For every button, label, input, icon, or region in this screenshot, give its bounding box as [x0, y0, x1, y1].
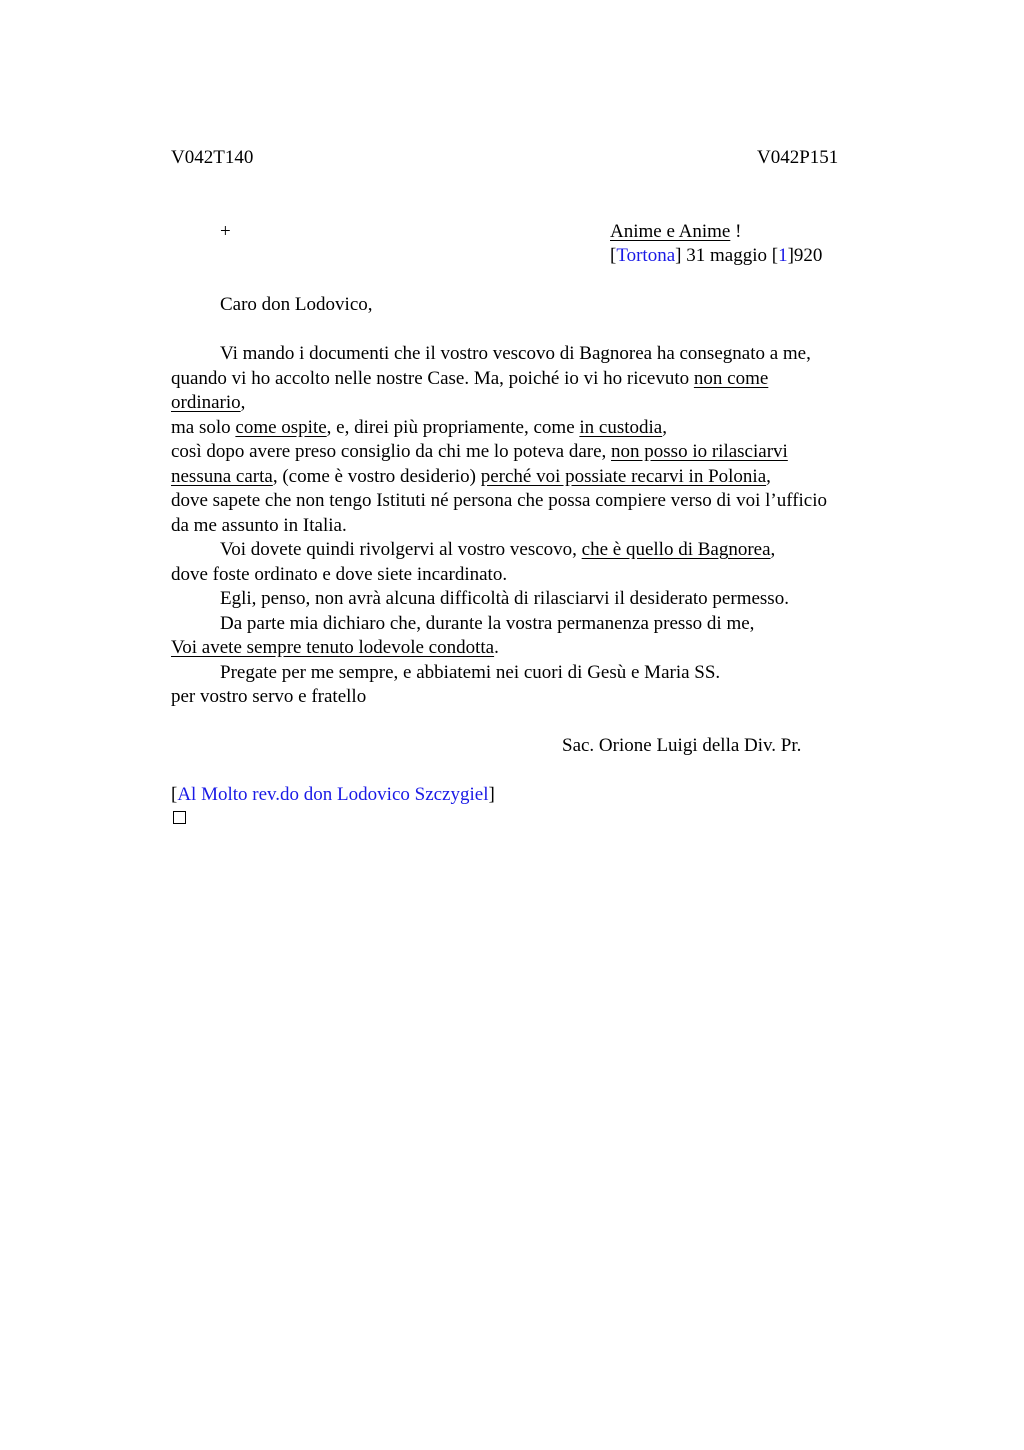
dateline [610, 244, 822, 269]
body-line [171, 367, 768, 392]
body-line: dove foste ordinato e dove siete incardinato. [171, 564, 508, 585]
text: , e, direi più propriamente, come [326, 417, 580, 438]
dateline-date: 31 maggio [681, 245, 772, 266]
text: quando vi ho accolto nelle nostre Case. Ma, poiché io vi ho ricevuto [171, 368, 694, 389]
text: così dopo avere preso consiglio da chi me lo poteva dare, [171, 441, 612, 462]
dateline-digit: 1 [778, 245, 788, 266]
motto [610, 220, 741, 245]
bracket: [ [771, 245, 779, 266]
text: ma solo [171, 417, 236, 438]
body-line [171, 465, 771, 490]
body-line: dove sapete che non tengo Istituti né persona che possa compiere verso di voi l’ufficio [171, 490, 828, 511]
body-line [171, 440, 788, 465]
underlined-text: che è quello di Bagnorea [581, 539, 771, 560]
text: , [766, 466, 771, 487]
text: , [662, 417, 667, 438]
address-line [171, 783, 495, 808]
body-line [220, 538, 775, 563]
body-line: Da parte mia dichiaro che, durante la vostra permanenza presso di me, [220, 613, 755, 634]
text: , (come è vostro desiderio) [272, 466, 481, 487]
bracket: [ [610, 245, 617, 266]
document-code-right: V042P151 [757, 147, 839, 168]
body-line: Vi mando i documenti che il vostro vescovo di Bagnorea ha consegnato a me, [220, 343, 811, 364]
text: , [240, 392, 246, 413]
underlined-text: non come [693, 368, 769, 389]
body-line [171, 416, 667, 441]
text: , [770, 539, 776, 560]
body-line: da me assunto in Italia. [171, 515, 347, 536]
checkbox-square-icon [173, 811, 186, 824]
underlined-text: in custodia [579, 417, 663, 438]
underlined-text: perché voi possiate recarvi in Polonia [480, 466, 767, 487]
dateline-place: Tortona [616, 245, 676, 266]
text: . [494, 637, 499, 658]
motto-text: Anime e Anime [610, 221, 731, 242]
underlined-text: non posso io rilasciarvi [611, 441, 788, 462]
body-line: Egli, penso, non avrà alcuna difficoltà di rilasciarvi il desiderato permesso. [220, 588, 789, 609]
bracket: [ [171, 784, 178, 805]
underlined-text: ordinario [171, 392, 241, 413]
underlined-text: come ospite [235, 417, 327, 438]
text: Voi dovete quindi rivolgervi al vostro vescovo, [220, 539, 582, 560]
body-line: Pregate per me sempre, e abbiatemi nei cuori di Gesù e Maria SS. [220, 662, 721, 683]
dateline-year: 920 [793, 245, 823, 266]
body-line [171, 391, 245, 416]
underlined-text: Voi avete sempre tenuto lodevole condotta [171, 637, 495, 658]
body-line [171, 636, 499, 661]
cross-symbol: + [220, 221, 231, 242]
salutation: Caro don Lodovico, [220, 294, 373, 315]
document-code-left: V042T140 [171, 147, 254, 168]
bracket: ] [488, 784, 495, 805]
motto-exclamation: ! [730, 221, 742, 242]
bracket: ] [787, 245, 794, 266]
address-text: Al Molto rev.do don Lodovico Szczygiel [177, 784, 489, 805]
signature: Sac. Orione Luigi della Div. Pr. [562, 735, 802, 756]
underlined-text: nessuna carta [171, 466, 273, 487]
body-line: per vostro servo e fratello [171, 686, 367, 707]
bracket: ] [675, 245, 682, 266]
